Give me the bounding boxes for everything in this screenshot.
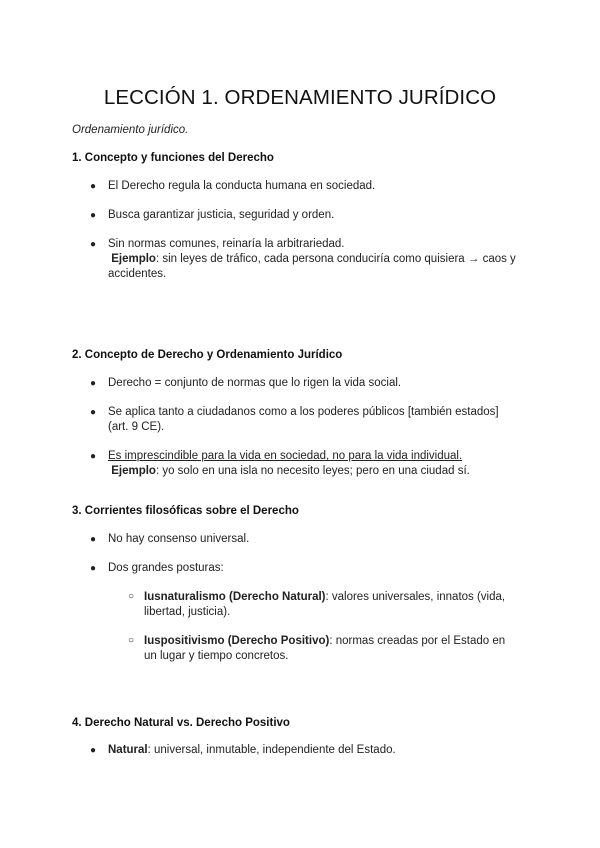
bullet-icon: ●: [90, 378, 97, 389]
page-title: LECCIÓN 1. ORDENAMIENTO JURÍDICO: [103, 86, 497, 109]
bullet-icon: ●: [90, 451, 97, 462]
circle-bullet-icon: ○: [128, 591, 135, 602]
example-label: Ejemplo: [111, 253, 156, 265]
subtitle: Ordenamiento jurídico.: [72, 124, 189, 136]
bullet-icon: ●: [90, 407, 97, 418]
example-label: Ejemplo: [111, 465, 156, 477]
bullet-icon: ●: [90, 239, 97, 250]
example-text: : yo solo en una isla no necesito leyes; pero en una ciudad sí.: [155, 465, 470, 477]
bullet-icon: ●: [90, 745, 97, 756]
circle-bullet-icon: ○: [128, 635, 135, 646]
bullet-icon: ●: [90, 563, 97, 574]
section-1-heading: 1. Concepto y funciones del Derecho: [72, 152, 274, 164]
section-3-heading: 3. Corrientes filosóficas sobre el Derecho: [72, 505, 299, 517]
document-page: LECCIÓN 1. ORDENAMIENTO JURÍDICO Ordenamiento jurídico. 1. Concepto y funciones del Derecho ● El Derecho regula la conducta humana en sociedad. ● Busca garantizar justicia, seguridad y orden. ● Sin normas comunes, reinaría la arbitrariedad. Ejemplo: sin leyes de tráfico, cada persona conduciría como quisiera → caos y accidentes. 2. Concepto de Derecho y Ordenamiento Jurídico ● Derecho = conjunto de normas que lo rigen la vida social. ● Se aplica tanto a ciudadanos como a los poderes públicos [también estados] (art. 9 CE). ● Es imprescindible para la vida en sociedad, no para la vida individual. Ejemplo: yo solo en una isla no necesito leyes; pero en una ciudad sí. 3. Corrientes filosóficas sobre el Derecho ● No hay consenso universal. ● Dos grandes posturas: ○ Iusnaturalismo (Derecho Natural): valores universales, innatos (vida, libertad, justicia). ○ Iuspositivismo (Derecho Positivo): normas creadas por el Estado en un lugar y tiempo concretos. 4. Derecho Natural vs. Derecho Positivo ● Natural: universal, inmutable, independiente del Estado.: [0, 0, 600, 848]
example-text: : sin leyes de tráfico, cada persona conduciría como quisiera → caos y accidentes.: [108, 253, 516, 280]
section-2-heading: 2. Concepto de Derecho y Ordenamiento Jurídico: [72, 349, 343, 361]
bullet-icon: ●: [90, 210, 97, 221]
section-4-heading: 4. Derecho Natural vs. Derecho Positivo: [72, 717, 290, 729]
bullet-icon: ●: [90, 534, 97, 545]
bullet-icon: ●: [90, 181, 97, 192]
